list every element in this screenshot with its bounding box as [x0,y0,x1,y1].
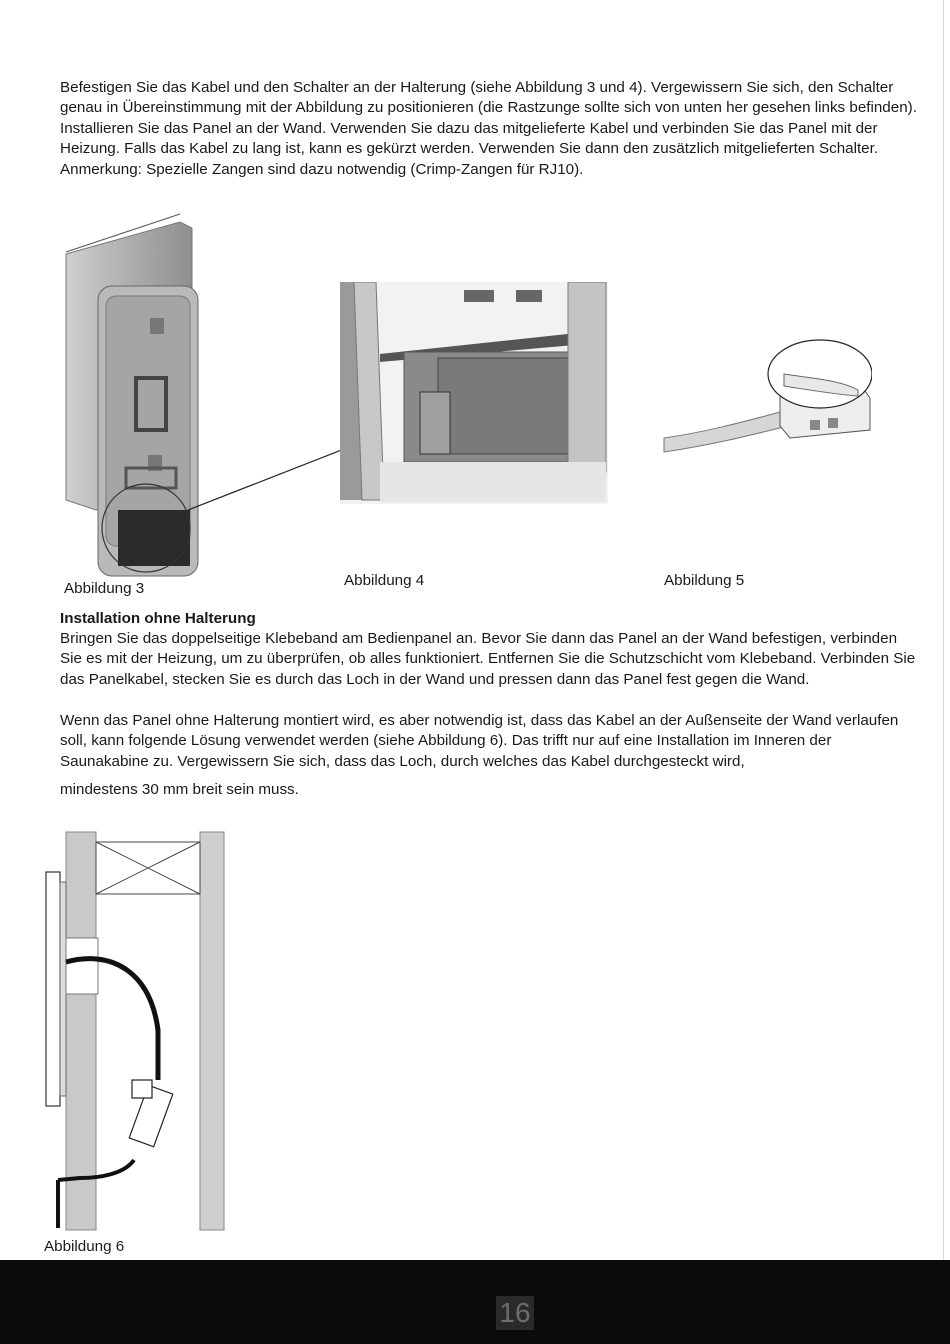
figure-3-caption: Abbildung 3 [64,580,145,597]
figure-5-rj10-plug [660,334,872,458]
figure-4-caption: Abbildung 4 [344,572,425,589]
figure-5-caption: Abbildung 5 [664,572,745,589]
section-paragraph-2: Wenn das Panel ohne Halterung montiert wird, es aber notwendig ist, dass das Kabel an der Außenseite der Wand verlaufen soll, kann folgende Lösung verwendet werden (siehe Abbildung 6). Das trifft nur auf eine Installation im Inneren der Saunakabine zu. Vergewissern Sie sich, dass das Loch, durch welches das Kabel durchgesteckt wird, [60,712,899,770]
section-paragraph-3: mindestens 30 mm breit sein muss. [60,781,299,798]
intro-paragraph: Befestigen Sie das Kabel und den Schalter an der Halterung (siehe Abbildung 3 und 4). Vergewissern Sie sich, den Schalter genau in Übereinstimmung mit der Abbildung zu positionieren (die Rastzunge sollte sich von unten her gesehen links befinden). Installieren Sie das Panel an der Wand. Verwenden Sie dazu das mitgelieferte Kabel und verbinden Sie das Panel mit der Heizung. Falls das Kabel zu lang ist, kann es gekürzt werden. Verwenden Sie dann den zusätzlich mitgelieferten Schalter. Anmerkung: Spezielle Zangen sind dazu notwendig (Crimp-Zangen für RJ10). [60,79,917,178]
section-paragraph-1: Bringen Sie das doppelseitige Klebeband am Bedienpanel an. Bevor Sie dann das Panel an der Wand befestigen, verbinden Sie es mit der Heizung, um zu überprüfen, ob alles funktioniert. Entfernen Sie die Schutzschicht vom Klebeband. Verbinden Sie das Panelkabel, stecken Sie es durch das Loch in der Wand und pressen dann das Panel fest gegen die Wand. [60,630,916,688]
section-heading: Installation ohne Halterung [60,610,256,627]
page-edge-line [943,0,944,1260]
footer-bar [0,1260,950,1344]
figure-3-panel-bracket [62,210,352,580]
figure-6-caption: Abbildung 6 [44,1238,125,1255]
figure-6-wall-cross-section [40,830,240,1234]
page-number: 16 [496,1296,534,1330]
figure-4-switch-detail [340,282,608,504]
